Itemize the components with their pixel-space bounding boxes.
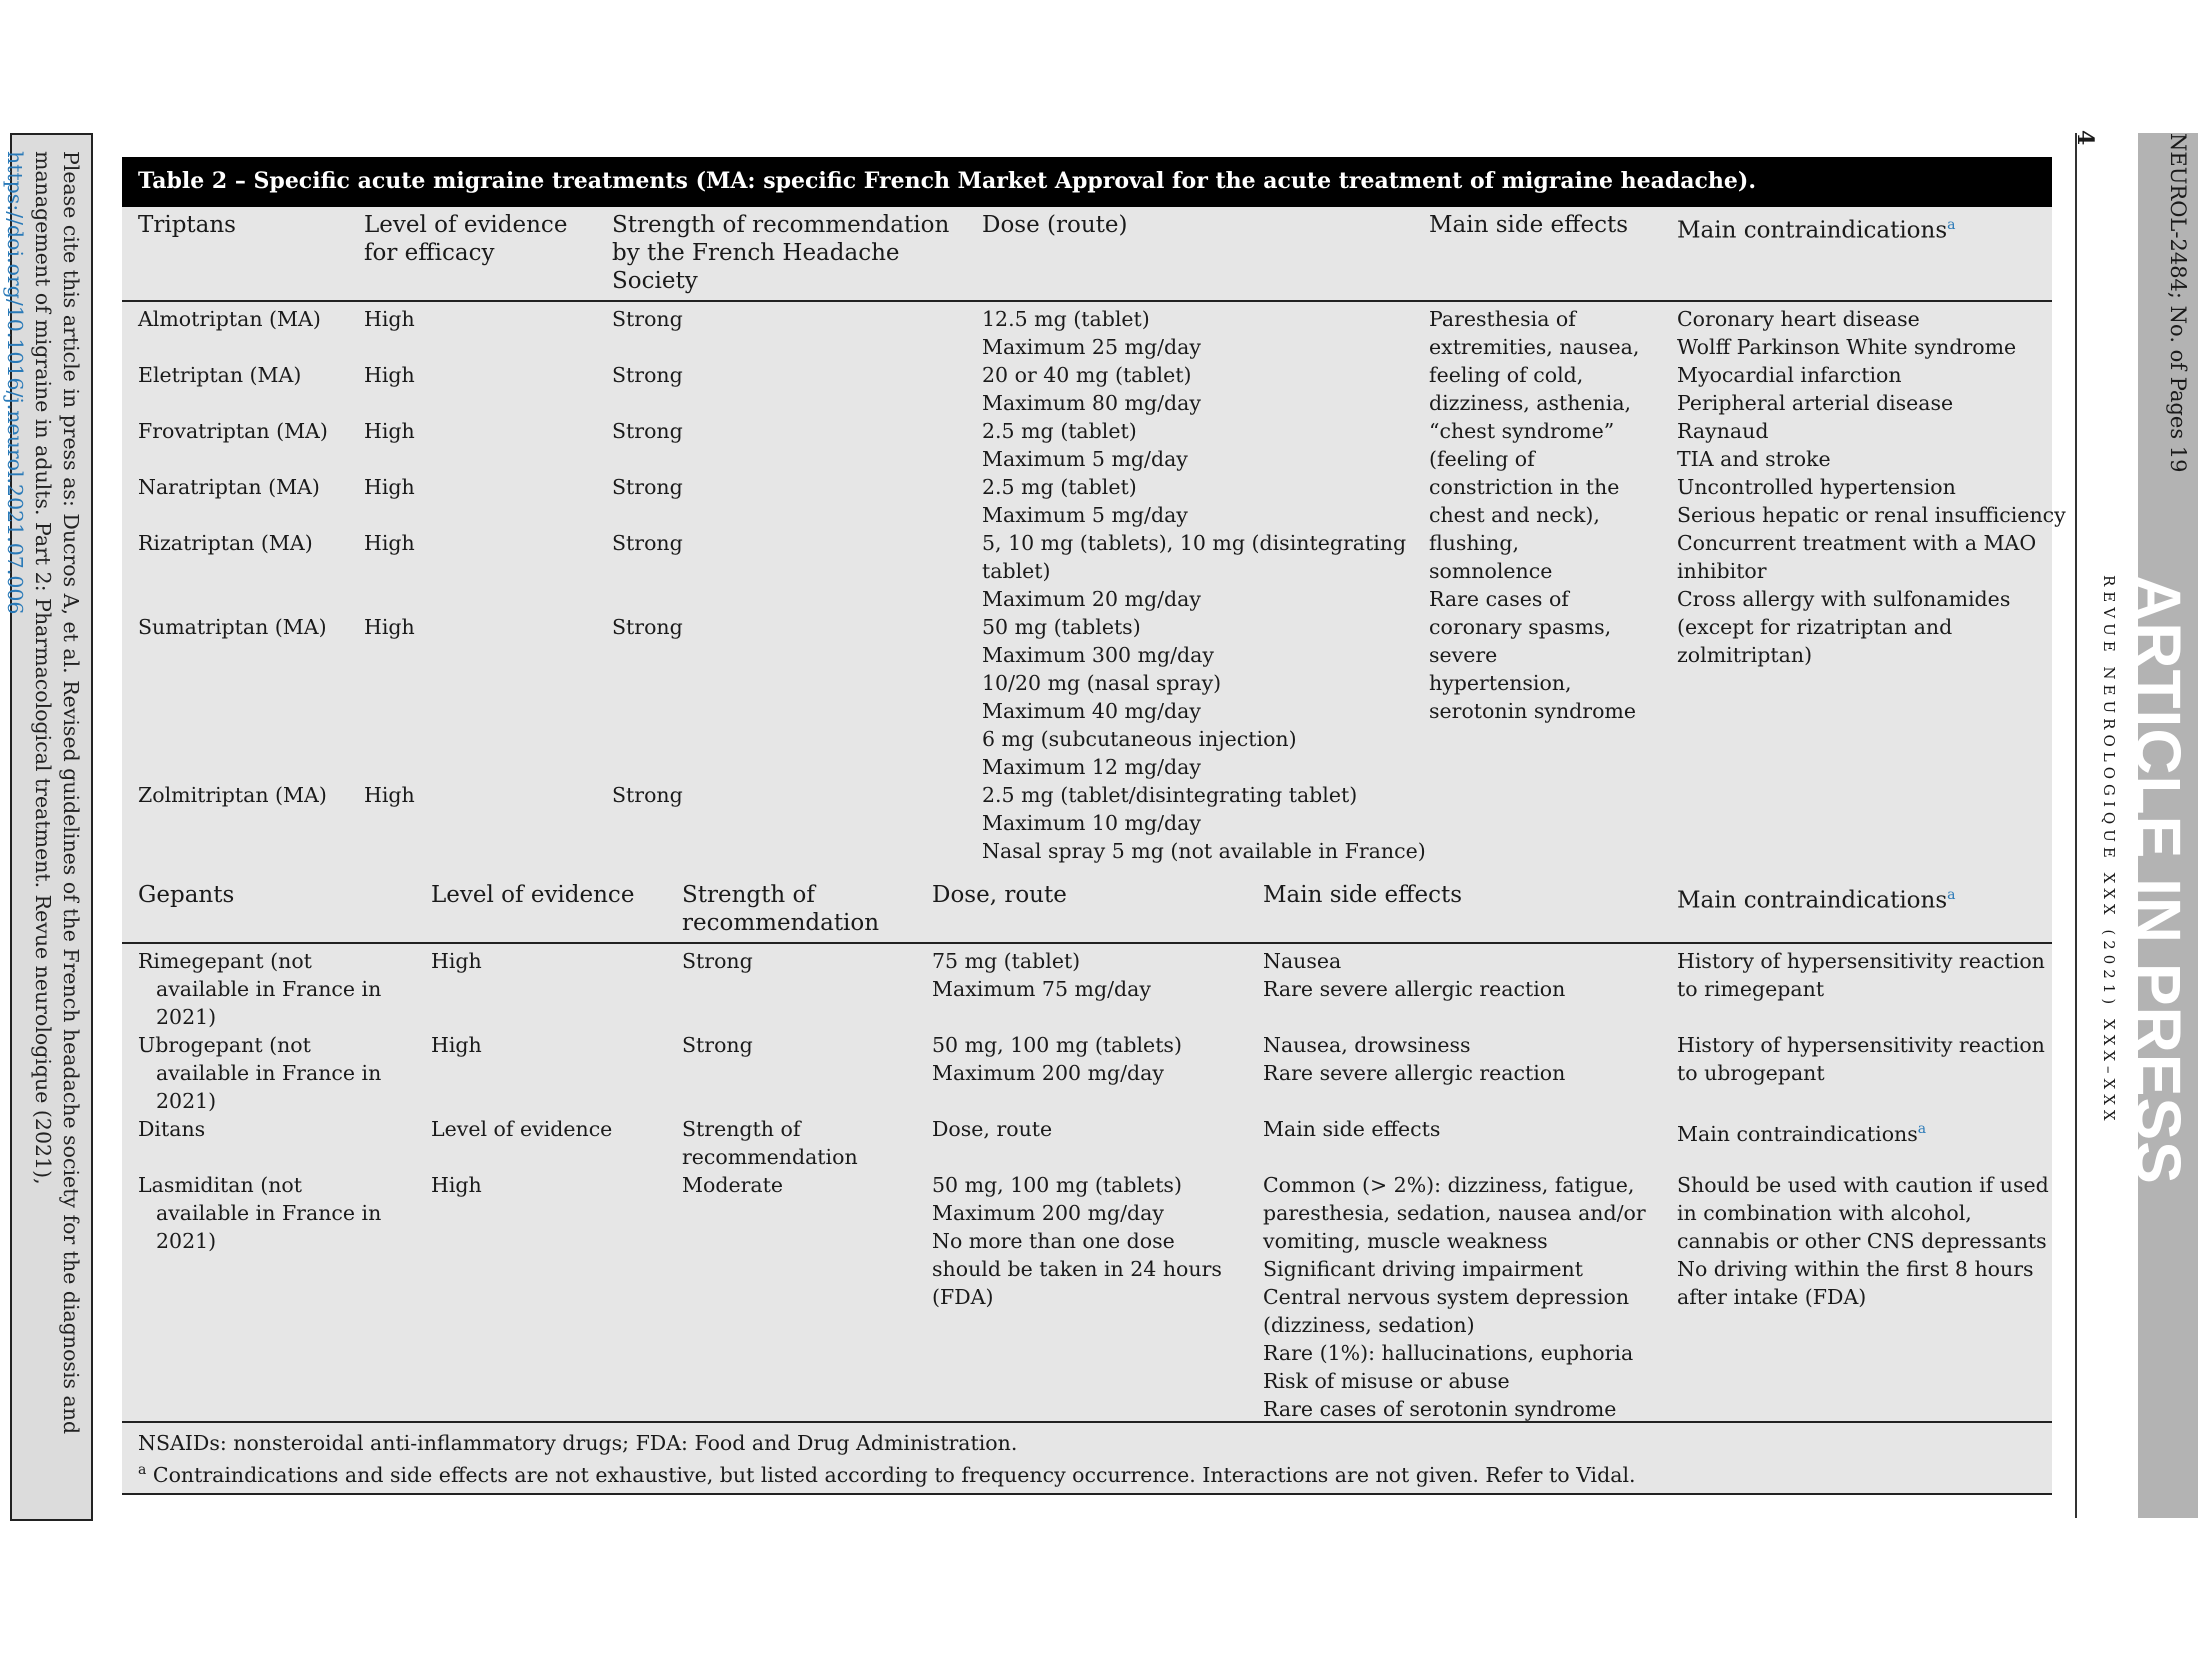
- side-effects-cell: [1263, 1171, 1646, 1423]
- gepants-dose-header: Dose, route: [932, 882, 1067, 908]
- contraindication-line: Concurrent treatment with a MAO: [1677, 531, 2037, 555]
- dose-cell: [982, 473, 1188, 529]
- evidence-value: High: [364, 307, 415, 331]
- drug-name-line: Ubrogepant (not: [138, 1033, 311, 1057]
- dose-line: Maximum 5 mg/day: [982, 503, 1188, 527]
- contraindication-line: Raynaud: [1677, 419, 1769, 443]
- drug-name: Almotriptan (MA): [138, 307, 321, 331]
- triptan-row-almotriptan: [138, 305, 321, 333]
- contraindication-line: Uncontrolled hypertension: [1677, 475, 1956, 499]
- abbreviation-footnote: NSAIDs: nonsteroidal anti-inflammatory drugs; FDA: Food and Drug Administration.: [138, 1431, 1018, 1455]
- dose-line: Maximum 10 mg/day: [982, 811, 1201, 835]
- evidence-header-line1: Level of evidence: [364, 212, 568, 238]
- dose-line: 2.5 mg (tablet): [982, 419, 1137, 443]
- side-effect-line: feeling of cold,: [1429, 363, 1584, 387]
- drug-name-line: 2021): [156, 1005, 217, 1029]
- evidence-header-line2: for efficacy: [364, 240, 495, 266]
- side-effect-line: Nausea: [1263, 949, 1342, 973]
- gepants-header: Gepants: [138, 882, 235, 908]
- contraindication-line: Cross allergy with sulfonamides: [1677, 587, 2011, 611]
- evidence-value: High: [364, 363, 415, 387]
- citation-text: [3, 135, 95, 1523]
- dose-line: Nasal spray 5 mg (not available in France): [982, 839, 1426, 863]
- ditans-dose-header: Dose, route: [932, 1117, 1053, 1141]
- gepant-row-rimegepant: [138, 947, 381, 1031]
- strength-value: Strong: [612, 363, 683, 387]
- side-effects-cell: [1263, 1031, 1565, 1087]
- triptan-contraindications: [1677, 305, 2066, 669]
- dose-cell: [982, 529, 1406, 613]
- evidence-value: High: [431, 1033, 482, 1057]
- evidence-value: High: [364, 783, 415, 807]
- dose-cell: [982, 613, 1297, 781]
- contraindications-header-text: Main contraindications: [1677, 217, 1948, 244]
- dose-line: Maximum 80 mg/day: [982, 391, 1201, 415]
- side-effects-header: Main side effects: [1429, 212, 1629, 238]
- drug-name-line: Rimegepant (not: [138, 949, 312, 973]
- side-effect-line: (feeling of: [1429, 447, 1535, 471]
- contraindication-line: Coronary heart disease: [1677, 307, 1920, 331]
- dose-line: 75 mg (tablet): [932, 949, 1081, 973]
- gepants-header-rule: [122, 942, 2052, 944]
- gepants-evidence-header: Level of evidence: [431, 882, 635, 908]
- side-effect-line: hypertension,: [1429, 671, 1572, 695]
- side-effect-line: Nausea, drowsiness: [1263, 1033, 1471, 1057]
- page-number: 4: [2072, 130, 2098, 146]
- strength-value: Strong: [612, 531, 683, 555]
- contraindication-line: zolmitriptan): [1677, 643, 1813, 667]
- triptan-row-zolmitriptan: Zolmitriptan (MA): [138, 783, 327, 807]
- side-effect-line: Rare severe allergic reaction: [1263, 1061, 1566, 1085]
- header-rule: [122, 300, 2052, 302]
- gepants-strength-header-line2: recommendation: [682, 910, 880, 936]
- evidence-value: High: [364, 531, 415, 555]
- side-effect-line: Rare cases of: [1429, 587, 1569, 611]
- evidence-value: High: [364, 475, 415, 499]
- drug-name-line: available in France in: [156, 1061, 382, 1085]
- dose-line: Maximum 75 mg/day: [932, 977, 1151, 1001]
- side-effect-line: chest and neck),: [1429, 503, 1600, 527]
- citation-box: [3, 133, 93, 1521]
- evidence-header: [364, 211, 567, 267]
- dose-cell: [982, 361, 1201, 417]
- contraindication-line: after intake (FDA): [1677, 1285, 1867, 1309]
- dose-cell: [932, 947, 1151, 1003]
- side-effect-line: Central nervous system depression: [1263, 1285, 1630, 1309]
- dose-line: 2.5 mg (tablet/disintegrating tablet): [982, 783, 1358, 807]
- side-effect-line: Rare (1%): hallucinations, euphoria: [1263, 1341, 1634, 1365]
- dose-line: Maximum 40 mg/day: [982, 699, 1201, 723]
- journal-id: NEUROL-2484; No. of Pages 19: [2166, 133, 2190, 473]
- dose-line: Maximum 12 mg/day: [982, 755, 1201, 779]
- drug-name-line: available in France in: [156, 977, 382, 1001]
- strength-value: Strong: [612, 307, 683, 331]
- gepants-contraindications-header: [1677, 881, 1956, 915]
- right-rule: [2075, 133, 2077, 1518]
- contraindication-line: No driving within the first 8 hours: [1677, 1257, 2034, 1281]
- side-effect-line: (dizziness, sedation): [1263, 1313, 1475, 1337]
- side-effect-line: Rare cases of serotonin syndrome: [1263, 1397, 1617, 1421]
- dose-cell: [982, 781, 1426, 865]
- strength-header-line2: by the French Headache: [612, 240, 900, 266]
- ditans-evidence-header: Level of evidence: [431, 1117, 613, 1141]
- footnote-rule: [122, 1421, 2052, 1423]
- gepants-strength-header: [682, 881, 879, 937]
- side-effect-line: somnolence: [1429, 559, 1553, 583]
- table-title: Table 2 – Specific acute migraine treatments (MA: specific French Market Approval for the acute treatment of migraine headache).: [122, 157, 2052, 207]
- drug-name-line: Lasmiditan (not: [138, 1173, 302, 1197]
- gepants-side-effects-header: Main side effects: [1263, 882, 1463, 908]
- evidence-value: High: [431, 949, 482, 973]
- dose-line: Maximum 200 mg/day: [932, 1201, 1164, 1225]
- footnote-a-link[interactable]: a: [1947, 217, 1956, 233]
- gepant-row-ubrogepant: [138, 1031, 381, 1115]
- contraindication-line: (except for rizatriptan and: [1677, 615, 1953, 639]
- ditans-contraindications-header-text: Main contraindications: [1677, 1121, 1918, 1146]
- citation-body: Please cite this article in press as: Ducros A, et al. Revised guidelines of the French headache society for the diagnosis and management of migraine in adults. Part 2: Pharmacological treatment. Revue neurologique (2021),: [31, 151, 83, 1435]
- contraindication-line: inhibitor: [1677, 559, 1767, 583]
- side-effects-cell: [1263, 947, 1565, 1003]
- contraindication-line: to ubrogepant: [1677, 1061, 1825, 1085]
- triptan-row-sumatriptan: Sumatriptan (MA): [138, 615, 327, 639]
- triptan-row-frovatriptan: Frovatriptan (MA): [138, 419, 328, 443]
- side-effect-line: constriction in the: [1429, 475, 1620, 499]
- side-effect-line: serotonin syndrome: [1429, 699, 1636, 723]
- ditan-row-lasmiditan: [138, 1171, 381, 1255]
- dose-line: 2.5 mg (tablet): [982, 475, 1137, 499]
- side-effect-line: extremities, nausea,: [1429, 335, 1640, 359]
- strength-value: Strong: [612, 615, 683, 639]
- evidence-value: High: [364, 419, 415, 443]
- gepants-contraindications-header-text: Main contraindications: [1677, 887, 1948, 914]
- dose-cell: [932, 1171, 1222, 1311]
- ditans-header: Ditans: [138, 1117, 206, 1141]
- ditans-strength-header: [682, 1115, 858, 1171]
- side-effect-line: Common (> 2%): dizziness, fatigue,: [1263, 1173, 1635, 1197]
- dose-cell: [982, 305, 1201, 361]
- dose-line: No more than one dose: [932, 1229, 1175, 1253]
- footnote-a-link[interactable]: a: [1917, 1121, 1927, 1137]
- table-bottom-rule: [122, 1493, 2052, 1495]
- footnote-a: [138, 1456, 1636, 1489]
- triptans-header: Triptans: [138, 212, 236, 238]
- triptan-row-rizatriptan: Rizatriptan (MA): [138, 531, 313, 555]
- ditans-strength-header-line2: recommendation: [682, 1145, 858, 1169]
- strength-value: Moderate: [682, 1173, 783, 1197]
- article-in-press-label: ARTICLE IN PRESS: [2122, 575, 2194, 1185]
- dose-line: 20 or 40 mg (tablet): [982, 363, 1192, 387]
- side-effect-line: dizziness, asthenia,: [1429, 391, 1632, 415]
- dose-cell: [982, 417, 1188, 473]
- dose-line: should be taken in 24 hours: [932, 1257, 1222, 1281]
- table-2: [122, 157, 2066, 1495]
- side-effect-line: paresthesia, sedation, nausea and/or: [1263, 1201, 1646, 1225]
- drug-name-line: 2021): [156, 1229, 217, 1253]
- dose-line: 50 mg, 100 mg (tablets): [932, 1173, 1182, 1197]
- strength-header: [612, 211, 949, 295]
- contraindication-line: History of hypersensitivity reaction: [1677, 1033, 2045, 1057]
- side-effect-line: Significant driving impairment: [1263, 1257, 1583, 1281]
- side-effect-line: Risk of misuse or abuse: [1263, 1369, 1510, 1393]
- dose-line: 50 mg, 100 mg (tablets): [932, 1033, 1182, 1057]
- running-title: REVUE NEUROLOGIQUE XXX (2021) XXX–XXX: [2100, 575, 2118, 1126]
- contraindication-line: Peripheral arterial disease: [1677, 391, 1954, 415]
- triptan-row-eletriptan: Eletriptan (MA): [138, 363, 302, 387]
- dose-line: Maximum 200 mg/day: [932, 1061, 1164, 1085]
- side-effect-line: flushing,: [1429, 531, 1519, 555]
- side-effect-line: vomiting, muscle weakness: [1263, 1229, 1548, 1253]
- dose-line: 5, 10 mg (tablets), 10 mg (disintegrating: [982, 531, 1407, 555]
- footnote-a-mark: a: [138, 1462, 147, 1478]
- strength-value: Strong: [612, 783, 683, 807]
- strength-value: Strong: [612, 419, 683, 443]
- ditans-contraindications-header: [1677, 1115, 1926, 1148]
- evidence-value: High: [431, 1173, 482, 1197]
- drug-name-line: 2021): [156, 1089, 217, 1113]
- dose-header: Dose (route): [982, 212, 1128, 238]
- dose-line: Maximum 300 mg/day: [982, 643, 1214, 667]
- strength-header-line3: Society: [612, 268, 698, 294]
- strength-value: Strong: [682, 949, 753, 973]
- dose-line: Maximum 25 mg/day: [982, 335, 1201, 359]
- contraindication-line: History of hypersensitivity reaction: [1677, 949, 2045, 973]
- contraindication-line: Wolff Parkinson White syndrome: [1677, 335, 2017, 359]
- dose-line: 6 mg (subcutaneous injection): [982, 727, 1297, 751]
- side-effect-line: coronary spasms,: [1429, 615, 1612, 639]
- contraindications-cell: [1677, 1031, 2045, 1087]
- contraindications-header: [1677, 211, 1956, 245]
- contraindication-line: Myocardial infarction: [1677, 363, 1902, 387]
- ditans-side-effects-header: Main side effects: [1263, 1117, 1441, 1141]
- strength-value: Strong: [682, 1033, 753, 1057]
- footnote-a-link[interactable]: a: [1947, 887, 1956, 903]
- dose-line: (FDA): [932, 1285, 994, 1309]
- dose-line: Maximum 20 mg/day: [982, 587, 1201, 611]
- contraindication-line: Serious hepatic or renal insufficiency: [1677, 503, 2066, 527]
- ditans-strength-header-line1: Strength of: [682, 1117, 801, 1141]
- dose-line: 50 mg (tablets): [982, 615, 1141, 639]
- contraindication-line: Should be used with caution if used: [1677, 1173, 2049, 1197]
- contraindications-cell: [1677, 947, 2045, 1003]
- dose-line: Maximum 5 mg/day: [982, 447, 1188, 471]
- doi-link[interactable]: https://doi.org/10.1016/j.neurol.2021.07.006: [3, 151, 27, 615]
- side-effect-line: “chest syndrome”: [1429, 419, 1615, 443]
- triptan-row-naratriptan: Naratriptan (MA): [138, 475, 320, 499]
- side-effect-line: severe: [1429, 643, 1498, 667]
- contraindications-cell: [1677, 1171, 2049, 1311]
- dose-line: tablet): [982, 559, 1051, 583]
- evidence-value: High: [364, 615, 415, 639]
- gepants-strength-header-line1: Strength of: [682, 882, 815, 908]
- dose-line: 10/20 mg (nasal spray): [982, 671, 1222, 695]
- strength-value: Strong: [612, 475, 683, 499]
- contraindication-line: in combination with alcohol,: [1677, 1201, 1972, 1225]
- contraindication-line: cannabis or other CNS depressants: [1677, 1229, 2047, 1253]
- side-effect-line: Rare severe allergic reaction: [1263, 977, 1566, 1001]
- dose-line: 12.5 mg (tablet): [982, 307, 1150, 331]
- footnote-a-text: Contraindications and side effects are not exhaustive, but listed according to frequency occurrence. Interactions are not given. Refer to Vidal.: [152, 1462, 1636, 1487]
- drug-name-line: available in France in: [156, 1201, 382, 1225]
- side-effect-line: Paresthesia of: [1429, 307, 1576, 331]
- contraindication-line: TIA and stroke: [1677, 447, 1831, 471]
- triptan-side-effects: [1429, 305, 1639, 725]
- contraindication-line: to rimegepant: [1677, 977, 1825, 1001]
- strength-header-line1: Strength of recommendation: [612, 212, 950, 238]
- dose-cell: [932, 1031, 1182, 1087]
